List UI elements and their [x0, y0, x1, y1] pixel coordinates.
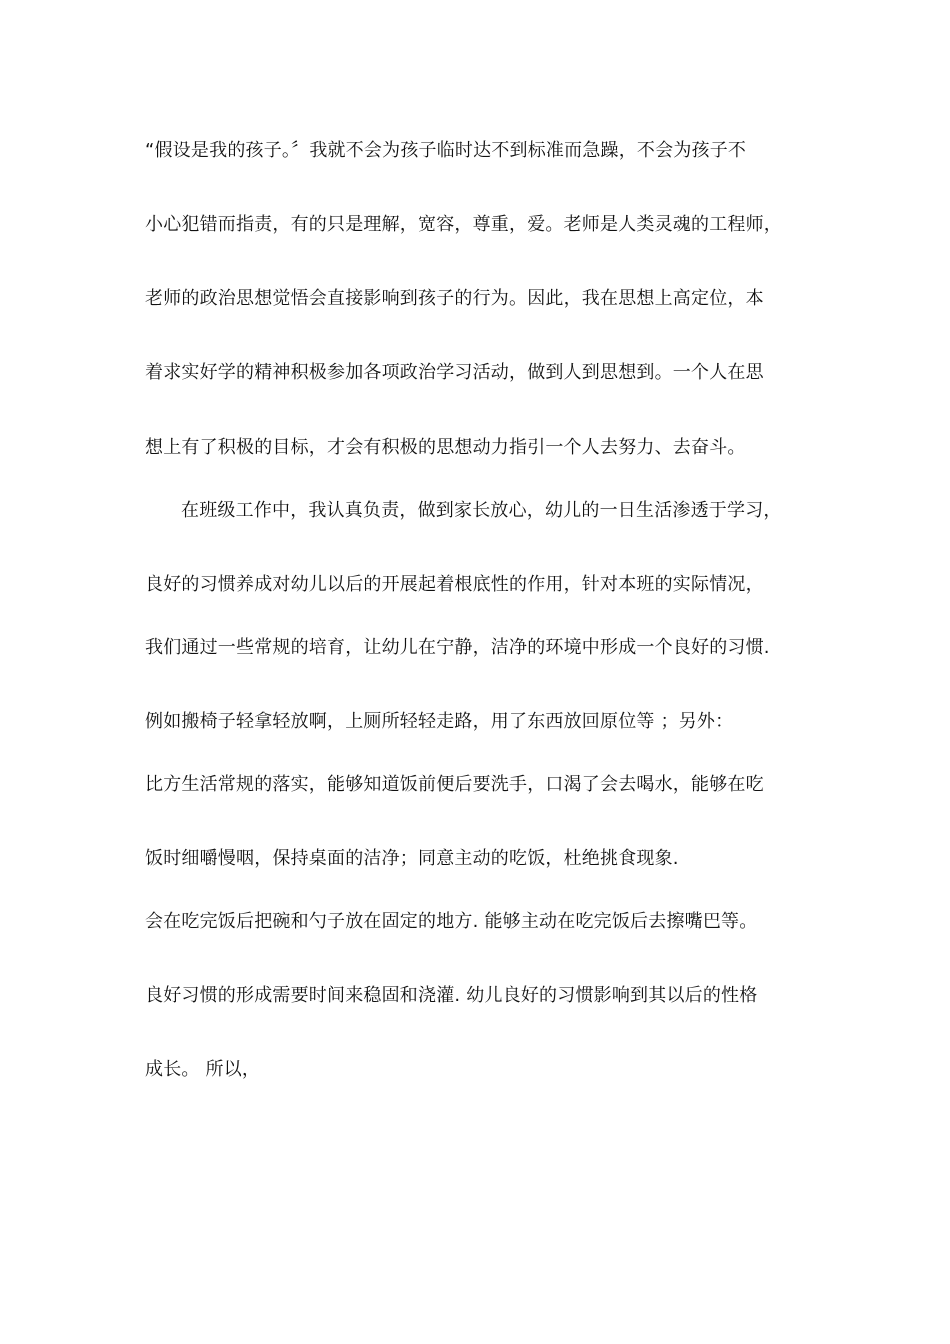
text-line-9: 例如搬椅子轻拿轻放啊，上厕所轻轻走路，用了东西放回原位等 ；另外：	[145, 711, 734, 732]
text-line-3: 老师的政治思想觉悟会直接影响到孩子的行为。因此，我在思想上高定位，本	[145, 288, 764, 309]
text-line-2: 小心犯错而指责，有的只是理解，宽容，尊重，爱。老师是人类灵魂的工程师，	[145, 214, 782, 235]
text-line-14: 成长。 所以，	[145, 1059, 261, 1080]
text-line-8: 我们通过一些常规的培育，让幼儿在宁静，洁净的环境中形成一个良好的习惯.	[145, 637, 770, 658]
text-line-13: 良好习惯的形成需要时间来稳固和浇灌. 幼儿良好的习惯影响到其以后的性格	[145, 985, 758, 1006]
text-line-7: 良好的习惯养成对幼儿以后的开展起着根底性的作用，针对本班的实际情况，	[145, 574, 764, 595]
text-line-1: “假设是我的孩子。〞我就不会为孩子临时达不到标准而急躁，不会为孩子不	[145, 140, 747, 161]
text-line-11: 饭时细嚼慢咽，保持桌面的洁净；同意主动的吃饭，杜绝挑食现象.	[145, 848, 679, 869]
text-line-5: 想上有了积极的目标，才会有积极的思想动力指引一个人去努力、去奋斗。	[145, 437, 746, 458]
text-line-10: 比方生活常规的落实，能够知道饭前便后要洗手，口渴了会去喝水，能够在吃	[145, 774, 764, 795]
text-line-12: 会在吃完饭后把碗和勺子放在固定的地方. 能够主动在吃完饭后去擦嘴巴等。	[145, 911, 758, 932]
text-line-4: 着求实好学的精神积极参加各项政治学习活动，做到人到思想到。一个人在思	[145, 362, 764, 383]
text-line-6-paragraph-start: 在班级工作中，我认真负责，做到家长放心，幼儿的一日生活渗透于学习，	[181, 500, 782, 521]
